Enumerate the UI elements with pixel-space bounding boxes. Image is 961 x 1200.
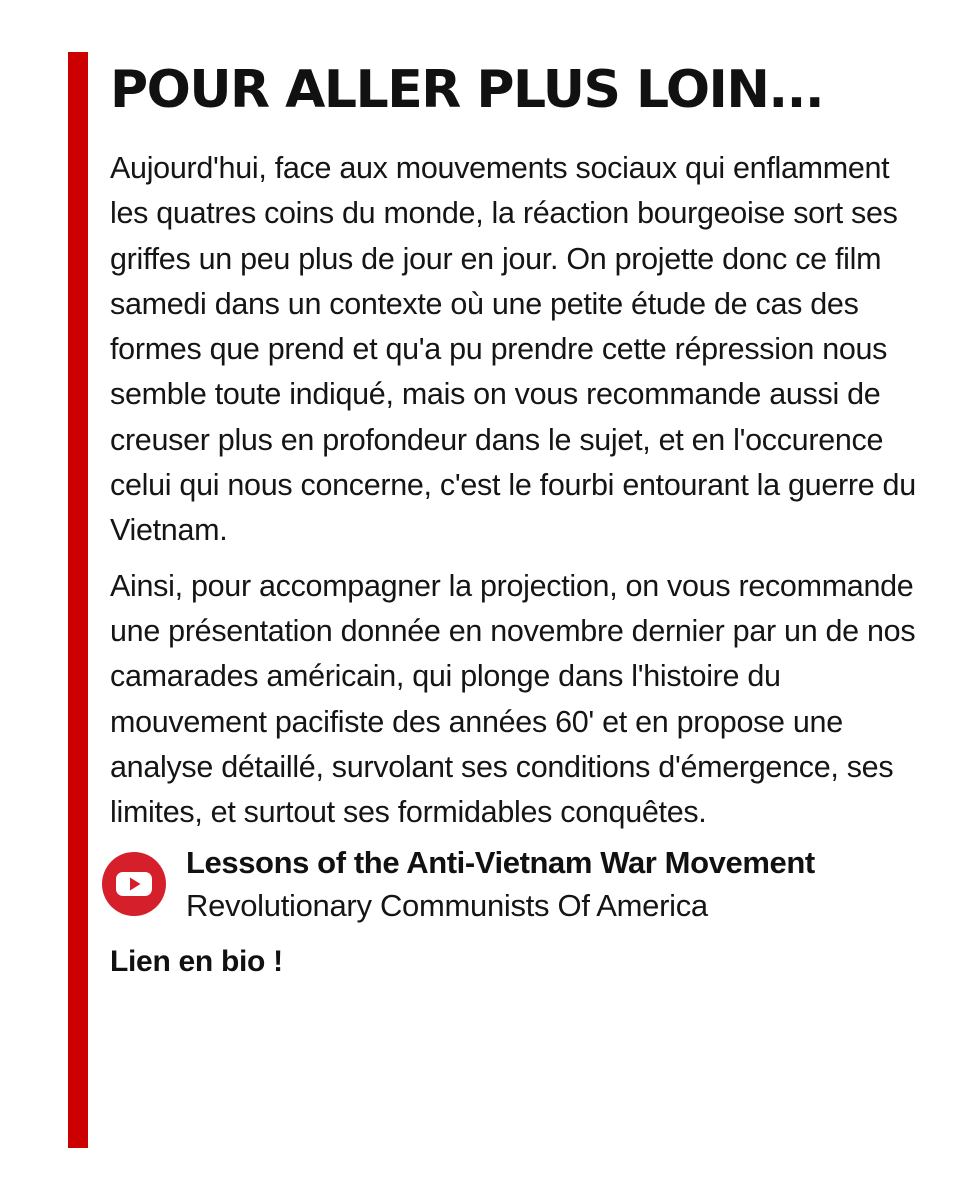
video-info bbox=[186, 841, 815, 927]
paragraph-intro: Aujourd'hui, face aux mouvements sociaux qui enflamment les quatres coins du monde, la réaction bourgeoise sort ses griffes un peu plus de jour en jour. On projette donc ce film samedi dans un contexte où une petite étude de cas des formes que prend et qu'a pu prendre cette répression nous semble toute indiqué, mais on vous recommande aussi de creuser plus en profondeur dans le sujet, et en l'occurence celui qui nous concerne, c'est le fourbi entourant la guerre du Vietnam. bbox=[110, 151, 916, 548]
accent-bar bbox=[68, 52, 88, 1148]
bio-link-text: Lien en bio ! bbox=[110, 945, 283, 979]
video-title[interactable]: Lessons of the Anti-Vietnam War Movement bbox=[186, 845, 815, 881]
article-content bbox=[110, 58, 930, 983]
youtube-icon bbox=[102, 852, 166, 916]
video-channel: Revolutionary Communists Of America bbox=[186, 888, 708, 924]
video-link[interactable] bbox=[102, 841, 930, 927]
page-title: POUR ALLER PLUS LOIN... bbox=[110, 60, 824, 120]
paragraph-recommendation: Ainsi, pour accompagner la projection, on vous recommande une présentation donnée en novembre dernier par un de nos camarades américain, qui plonge dans l'histoire du mouvement pacifiste des années 60' et en propose une analyse détaillé, survolant ses conditions d'émergence, ses limites, et surtout ses formidables conquêtes. bbox=[110, 568, 916, 830]
